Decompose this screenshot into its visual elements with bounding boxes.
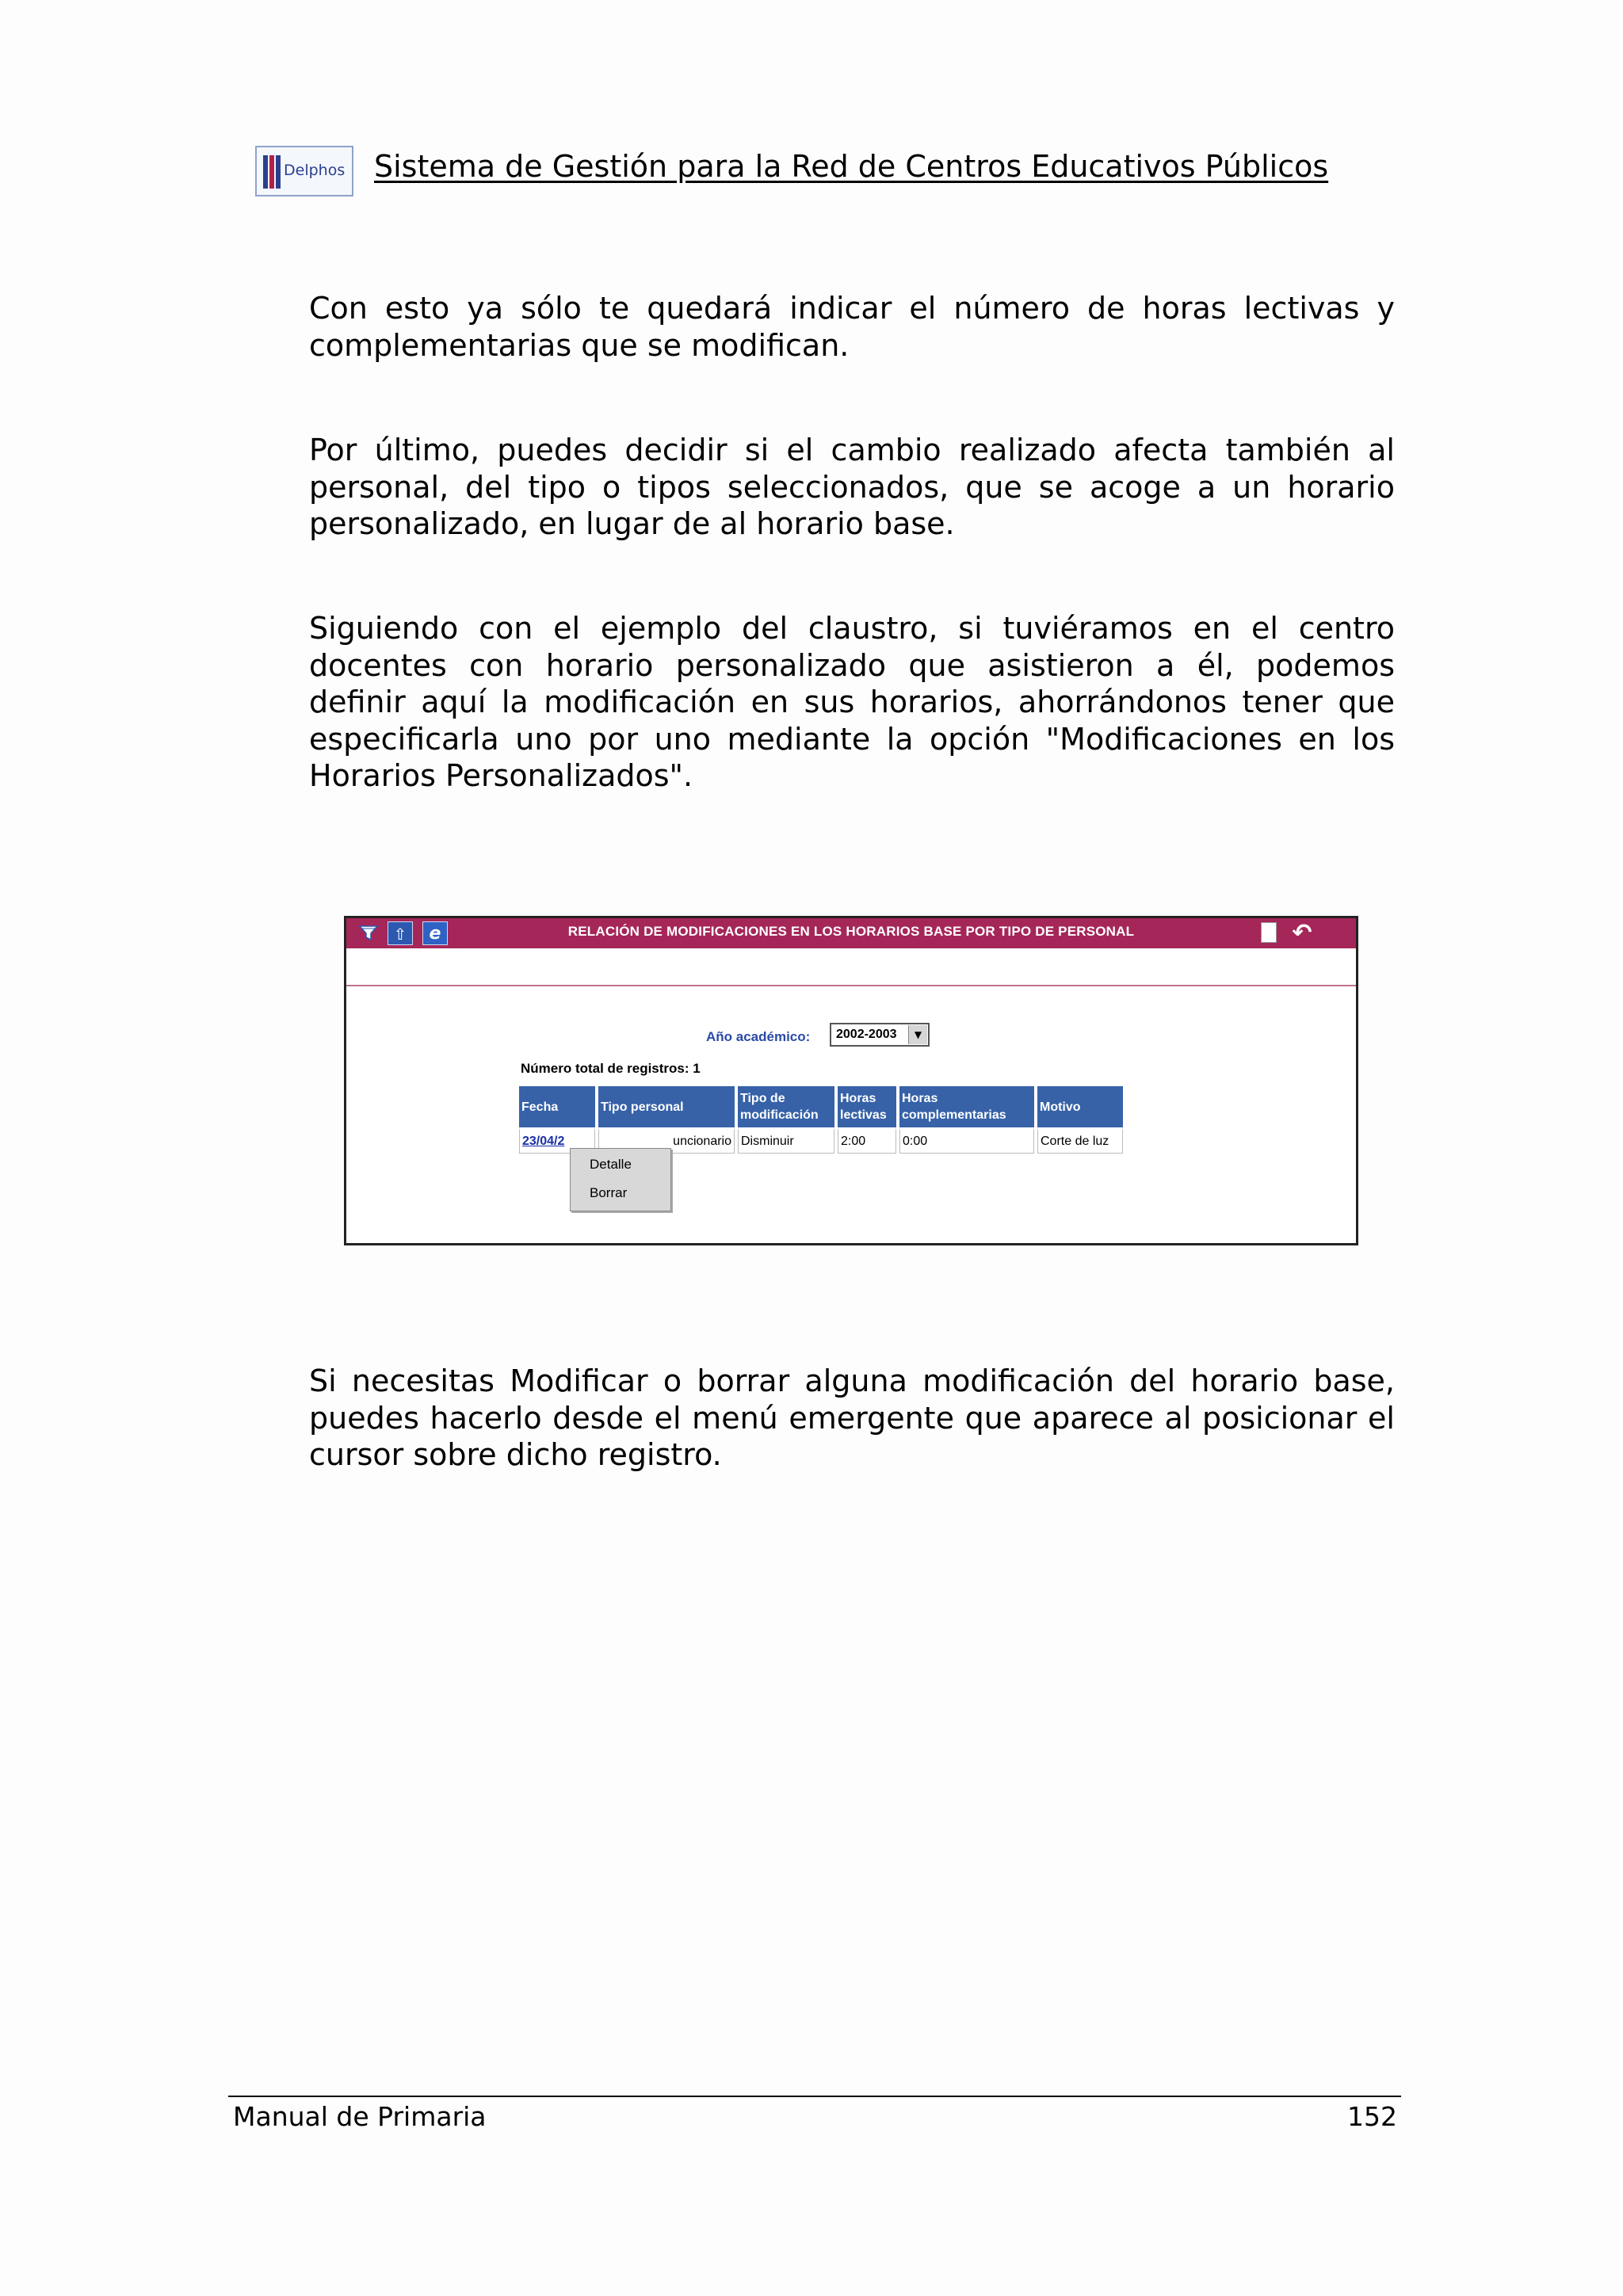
column-header-fecha[interactable]: Fecha bbox=[519, 1086, 595, 1127]
explorer-icon[interactable]: e bbox=[422, 921, 448, 945]
cell-fecha-link[interactable]: 23/04/2 bbox=[519, 1127, 595, 1154]
column-header-horas-lectivas[interactable]: Horas lectivas bbox=[838, 1086, 896, 1127]
cell-tipo-modificacion: Disminuir bbox=[738, 1127, 834, 1154]
column-header-horas-complementarias[interactable]: Horas complementarias bbox=[899, 1086, 1034, 1127]
paragraph-example: Siguiendo con el ejemplo del claustro, si tuviéramos en el centro docentes con horario personalizado que asistieron a él, podemos definir aquí la modificación en sus horarios, ahorrándonos tener que especificarla uno por uno mediante la opción "Modificaciones en los Horarios Personalizados". bbox=[309, 611, 1395, 793]
table-header-row bbox=[519, 1086, 1123, 1127]
header-title: Sistema de Gestión para la Red de Centros Educativos Públicos bbox=[374, 149, 1329, 184]
page-number: 152 bbox=[1347, 2101, 1397, 2132]
logo-columns-icon bbox=[263, 155, 282, 189]
footer-title: Manual de Primaria bbox=[233, 2101, 487, 2132]
app-title: RELACIÓN DE MODIFICACIONES EN LOS HORARIOS BASE POR TIPO DE PERSONAL bbox=[567, 924, 1135, 939]
year-select-value: 2002-2003 bbox=[836, 1028, 897, 1041]
cell-motivo: Corte de luz bbox=[1037, 1127, 1123, 1154]
context-menu bbox=[570, 1148, 671, 1211]
export-icon[interactable]: ⇧ bbox=[388, 921, 413, 945]
chevron-down-icon[interactable]: ▼ bbox=[908, 1025, 927, 1044]
logo-text: Delphos bbox=[284, 162, 346, 179]
paragraph-context-menu: Si necesitas Modificar o borrar alguna modificación del horario base, puedes hacerlo desde el menú emergente que aparece al posicionar el cursor sobre dicho registro. bbox=[309, 1363, 1395, 1472]
document-icon[interactable] bbox=[1256, 921, 1281, 945]
menu-item-detalle[interactable]: Detalle bbox=[590, 1157, 632, 1172]
page-header bbox=[255, 144, 1341, 200]
menu-item-borrar[interactable]: Borrar bbox=[590, 1185, 628, 1200]
footer-divider bbox=[228, 2096, 1401, 2097]
record-count: Número total de registros: 1 bbox=[521, 1061, 701, 1076]
paragraph-hours: Con esto ya sólo te quedará indicar el número de horas lectivas y complementarias que se modifican. bbox=[309, 291, 1395, 363]
back-icon[interactable]: ↶ bbox=[1292, 919, 1312, 947]
records-table bbox=[516, 1086, 1126, 1154]
column-header-tipo-personal[interactable]: Tipo personal bbox=[598, 1086, 735, 1127]
app-titlebar bbox=[346, 918, 1356, 948]
delphos-logo bbox=[255, 146, 353, 196]
column-header-tipo-modificacion[interactable]: Tipo de modificación bbox=[738, 1086, 834, 1127]
toolbar-divider bbox=[346, 985, 1356, 986]
paragraph-personalized: Por último, puedes decidir si el cambio realizado afecta también al personal, del tipo o tipos seleccionados, que se acoge a un horario personalizado, en lugar de al horario base. bbox=[309, 433, 1395, 541]
column-header-motivo[interactable]: Motivo bbox=[1037, 1086, 1123, 1127]
cell-horas-lectivas: 2:00 bbox=[838, 1127, 896, 1154]
year-select[interactable] bbox=[830, 1023, 930, 1047]
app-screenshot bbox=[344, 916, 1358, 1245]
cell-tipo-personal: uncionario bbox=[598, 1127, 735, 1154]
year-label: Año académico: bbox=[706, 1029, 811, 1044]
cell-horas-complementarias: 0:00 bbox=[899, 1127, 1034, 1154]
